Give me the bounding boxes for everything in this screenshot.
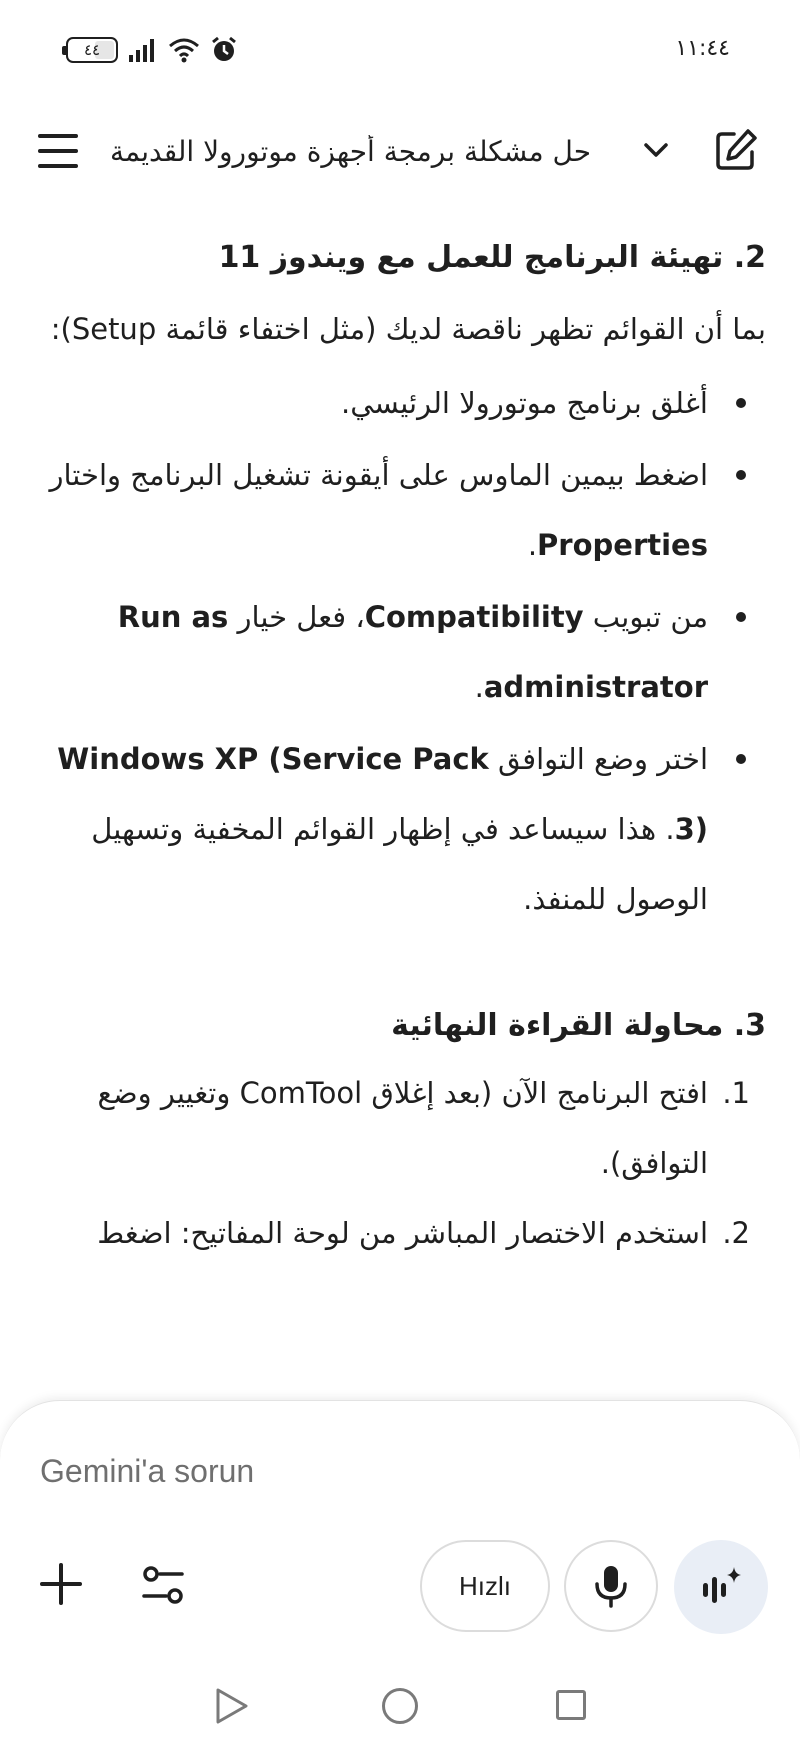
mic-icon bbox=[593, 1564, 629, 1608]
chat-response bbox=[36, 210, 766, 1268]
alarm-icon bbox=[210, 36, 238, 64]
signal-icon bbox=[128, 37, 158, 63]
list-item: أغلق برنامج موتورولا الرئيسي. bbox=[36, 368, 766, 438]
list-item: من تبويب Compatibility، فعل خيار Run as administrator. bbox=[36, 582, 766, 722]
mode-selector-button[interactable]: Hızlı bbox=[420, 1540, 550, 1632]
paragraph: بما أن القوائم تظهر ناقصة لديك (مثل اختفاء قائمة Setup): bbox=[50, 312, 766, 346]
edit-icon[interactable] bbox=[712, 126, 760, 174]
live-button[interactable] bbox=[674, 1540, 768, 1634]
chat-title[interactable]: حل مشكلة برمجة أجهزة موتورولا القديمة bbox=[110, 134, 592, 168]
status-time: ١١:٤٤ bbox=[675, 36, 730, 61]
recents-square-icon[interactable] bbox=[556, 1690, 586, 1720]
chevron-down-icon[interactable] bbox=[640, 136, 672, 164]
section-heading: 2. تهيئة البرنامج للعمل مع ويندوز 11 bbox=[218, 240, 766, 275]
list-item: 2. استخدم الاختصار المباشر من لوحة المفاتيح: اضغط bbox=[97, 1216, 750, 1250]
prompt-input[interactable] bbox=[40, 1453, 740, 1490]
status-icons bbox=[66, 36, 238, 64]
menu-icon[interactable] bbox=[38, 134, 86, 168]
live-sparkle-icon bbox=[699, 1565, 743, 1609]
wifi-icon bbox=[168, 37, 200, 63]
list-item: 1. افتح البرنامج الآن (بعد إغلاق ComTool وتغيير وضع التوافق). bbox=[97, 1076, 750, 1180]
battery-level: ٤٤ bbox=[83, 41, 101, 59]
status-bar bbox=[0, 0, 800, 100]
numbered-list bbox=[36, 1058, 766, 1268]
battery-icon bbox=[66, 37, 118, 63]
section-heading: 3. محاولة القراءة النهائية bbox=[391, 1008, 766, 1043]
system-nav-bar bbox=[0, 1670, 800, 1750]
bullet-list bbox=[36, 368, 766, 934]
tune-icon[interactable] bbox=[140, 1563, 186, 1607]
prompt-panel bbox=[0, 1400, 800, 1670]
list-item: اضغط بيمين الماوس على أيقونة تشغيل البرنامج واختار Properties. bbox=[36, 440, 766, 580]
chat-title-container[interactable] bbox=[110, 126, 610, 176]
list-item: اختر وضع التوافق Windows XP (Service Pack 3). هذا سيساعد في إظهار القوائم المخفية وتسهيل الوصول للمنفذ. bbox=[36, 724, 766, 934]
plus-icon[interactable] bbox=[38, 1561, 84, 1607]
home-circle-icon[interactable] bbox=[382, 1688, 418, 1724]
app-header bbox=[0, 100, 800, 200]
mic-button[interactable] bbox=[564, 1540, 658, 1632]
back-triangle-icon[interactable] bbox=[214, 1686, 250, 1726]
